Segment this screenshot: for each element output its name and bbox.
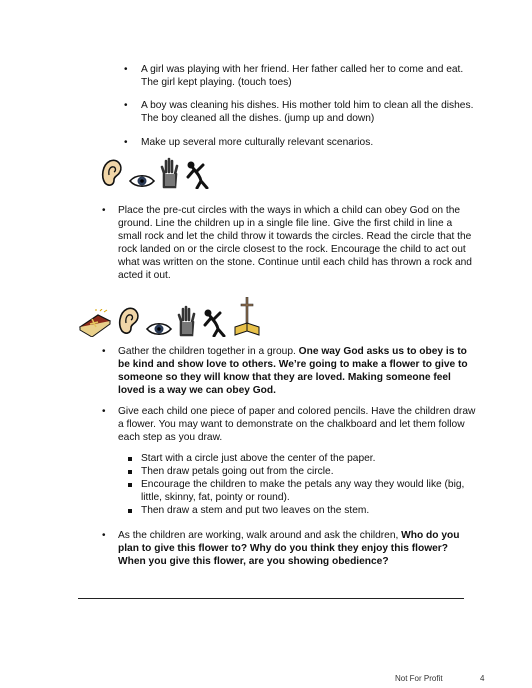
stretch-figure-icon: [185, 159, 213, 189]
step-item: [141, 478, 464, 504]
paragraph-line: a flower. You may want to demonstrate on the chalkboard and let them follow: [118, 419, 465, 430]
divider: [78, 598, 464, 599]
list-item: [141, 63, 463, 89]
step-item: [141, 504, 369, 517]
square-bullet: [128, 457, 132, 461]
page-number: 4: [480, 674, 485, 683]
bible-icon: [78, 309, 112, 337]
eye-icon: [146, 321, 172, 337]
ear-icon: [116, 305, 142, 337]
paragraph-line: acted it out.: [118, 270, 171, 281]
square-bullet: [128, 470, 132, 474]
paragraph-bold-line: plan to give this flower to? Why do you think they enjoy this flower?: [118, 543, 448, 554]
cross-book-icon: [234, 297, 260, 337]
bullet: •: [102, 205, 106, 216]
icon-row: [99, 157, 213, 189]
paragraph-bold-line: When you give this flower, are you showing obedience?: [118, 556, 389, 567]
discussion-paragraph: [118, 529, 459, 568]
paragraph-line: [118, 345, 468, 358]
step-item: [141, 452, 375, 465]
hand-icon: [176, 305, 198, 337]
ear-icon: [99, 157, 125, 189]
paragraph-bold-text: One way God asks us to obey is to: [298, 346, 467, 357]
bullet: •: [124, 100, 128, 111]
paragraph-line: Place the pre-cut circles with the ways in which a child can obey God on the: [118, 205, 461, 216]
paragraph-line: each step as you draw.: [118, 432, 223, 443]
paragraph-bold-line: loved is a way we can obey God.: [118, 385, 276, 396]
stretch-figure-icon: [202, 307, 230, 337]
bullet: •: [102, 346, 106, 357]
step-line: Start with a circle just above the center of the paper.: [141, 453, 376, 464]
bullet: •: [102, 530, 106, 541]
eye-icon: [129, 173, 155, 189]
step-line: Then draw petals going out from the circle.: [141, 466, 334, 477]
lesson-paragraph: [118, 345, 468, 397]
bullet: •: [102, 406, 106, 417]
step-line: Encourage the children to make the petals any way they would like (big,: [141, 479, 465, 490]
step-line: Then draw a stem and put two leaves on the stem.: [141, 505, 370, 516]
step-line: little, skinny, fat, pointy or round).: [141, 492, 290, 503]
list-item-line: A boy was cleaning his dishes. His mother told him to clean all the dishes.: [141, 100, 474, 111]
paragraph-bold-line: someone so they will know that they are loved. Making someone feel: [118, 372, 451, 383]
paragraph-bold-line: be kind and show love to others. We’re going to make a flower to give to: [118, 359, 468, 370]
list-item: [141, 99, 473, 125]
paragraph-line: [118, 529, 459, 542]
paragraph-line: Give each child one piece of paper and colored pencils. Have the children draw: [118, 406, 476, 417]
list-item-line: Make up several more culturally relevant scenarios.: [141, 137, 374, 148]
paragraph-line: rock landed on or the circle closest to the rock. Encourage the child to act out: [118, 244, 466, 255]
list-item-line: The boy cleaned all the dishes. (jump up and down): [141, 113, 375, 124]
hand-icon: [159, 157, 181, 189]
drawing-instructions: [118, 405, 475, 444]
square-bullet: [128, 483, 132, 487]
paragraph-line: what was written on the stone. Continue until each child has thrown a rock and: [118, 257, 472, 268]
activity-paragraph: [118, 204, 472, 282]
square-bullet: [128, 509, 132, 513]
paragraph-line: ground. Line the children up in a single file line. Give the first child in line a: [118, 218, 453, 229]
list-item: [141, 136, 373, 149]
paragraph-text: As the children are working, walk around and ask the children,: [118, 530, 402, 541]
list-item-line: A girl was playing with her friend. Her father called her to come and eat.: [141, 64, 464, 75]
footer-label: Not For Profit: [395, 674, 443, 683]
icon-row: [78, 297, 260, 337]
list-item-line: The girl kept playing. (touch toes): [141, 77, 292, 88]
step-item: [141, 465, 334, 478]
bullet: •: [124, 137, 128, 148]
paragraph-line: small rock and let the child throw it towards the circles. Read the circle that the: [118, 231, 472, 242]
paragraph-bold-text: Who do you: [401, 530, 460, 541]
paragraph-text: Gather the children together in a group.: [118, 346, 299, 357]
bullet: •: [124, 64, 128, 75]
